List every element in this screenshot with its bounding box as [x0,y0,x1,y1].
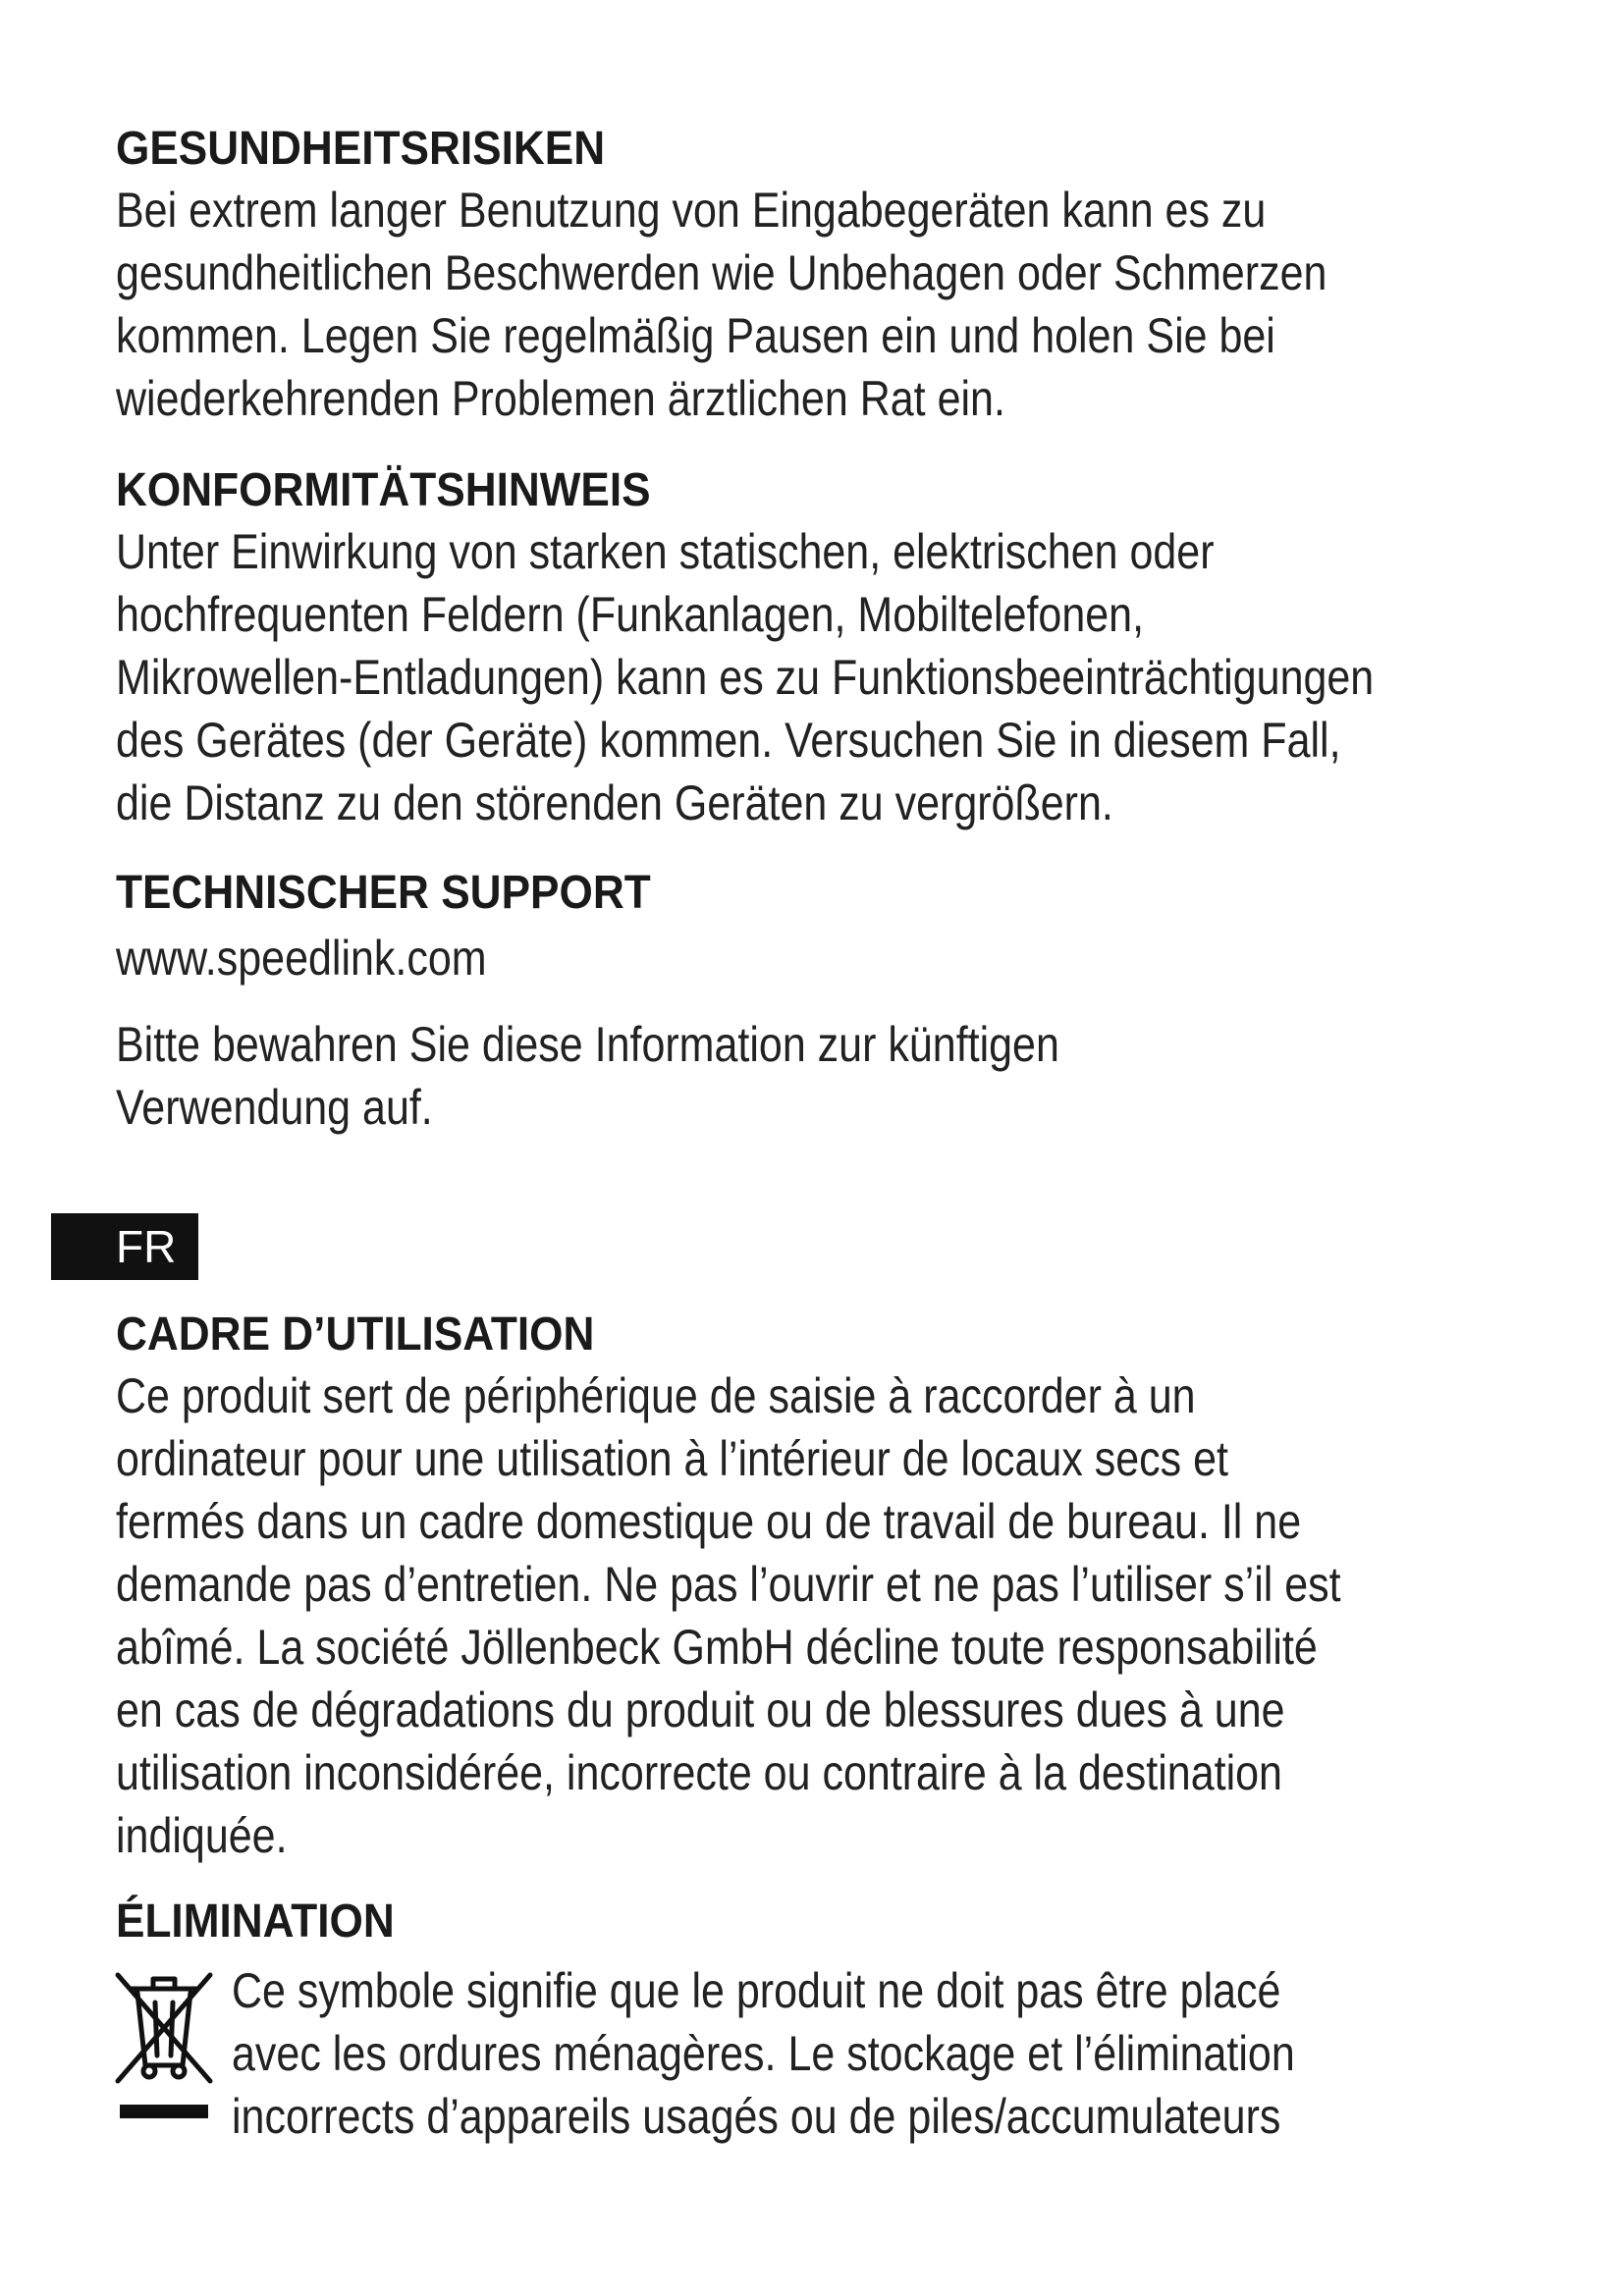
weee-crossed-bin-icon [110,1967,218,2124]
section-title: KONFORMITÄTSHINWEIS [116,464,651,516]
body-line: wiederkehrenden Problemen ärztlichen Rat ein. [116,371,1005,426]
body-line: incorrects d’appareils usagés ou de piles/accumulateurs [232,2089,1281,2144]
section-technical-support [116,864,1530,1139]
language-tab-fr: FR [51,1213,198,1280]
body-line: ordinateur pour une utilisation à l’intérieur de locaux secs et [116,1431,1228,1486]
body-line: avec les ordures ménagères. Le stockage et l’élimination [232,2026,1295,2081]
body-line: hochfrequenten Feldern (Funkanlagen, Mobiltelefonen, [116,587,1145,642]
body-line: des Gerätes (der Geräte) kommen. Versuchen Sie in diesem Fall, [116,713,1341,768]
body-line: Bitte bewahren Sie diese Information zur künftigen [116,1017,1059,1072]
body-line: indiquée. [116,1808,288,1863]
body-line: gesundheitlichen Beschwerden wie Unbehagen oder Schmerzen [116,245,1327,300]
disposal-text [232,1959,1587,2148]
body-line: utilisation inconsidérée, incorrecte ou contraire à la destination [116,1745,1282,1800]
support-url-link[interactable]: www.speedlink.com [116,931,487,986]
section-conformity [116,461,1530,834]
body-line: Verwendung auf. [116,1080,433,1135]
section-disposal [116,1893,1530,1951]
body-line: Bei extrem langer Benutzung von Eingabegeräten kann es zu [116,183,1267,238]
body-line: abîmé. La société Jöllenbeck GmbH décline toute responsabilité [116,1620,1318,1675]
body-line: Mikrowellen-Entladungen) kann es zu Funktionsbeeinträchtigungen [116,650,1375,705]
body-line: Ce symbole signifie que le produit ne doit pas être placé [232,1963,1281,2018]
section-usage [116,1306,1530,1867]
section-title: GESUNDHEITSRISIKEN [116,123,606,175]
section-title: TECHNISCHER SUPPORT [116,867,651,919]
section-title: ÉLIMINATION [116,1896,395,1948]
body-line: Ce produit sert de périphérique de saisie à raccorder à un [116,1368,1196,1423]
body-line: en cas de dégradations du produit ou de blessures dues à une [116,1682,1285,1737]
section-health-risks [116,120,1530,430]
body-line: Unter Einwirkung von starken statischen, elektrischen oder [116,524,1215,579]
section-title: CADRE D’UTILISATION [116,1308,595,1361]
body-line: fermés dans un cadre domestique ou de travail de bureau. Il ne [116,1494,1302,1549]
body-line: kommen. Legen Sie regelmäßig Pausen ein und holen Sie bei [116,308,1275,363]
body-line: demande pas d’entretien. Ne pas l’ouvrir et ne pas l’utiliser s’il est [116,1557,1341,1612]
body-line: die Distanz zu den störenden Geräten zu vergrößern. [116,775,1113,830]
